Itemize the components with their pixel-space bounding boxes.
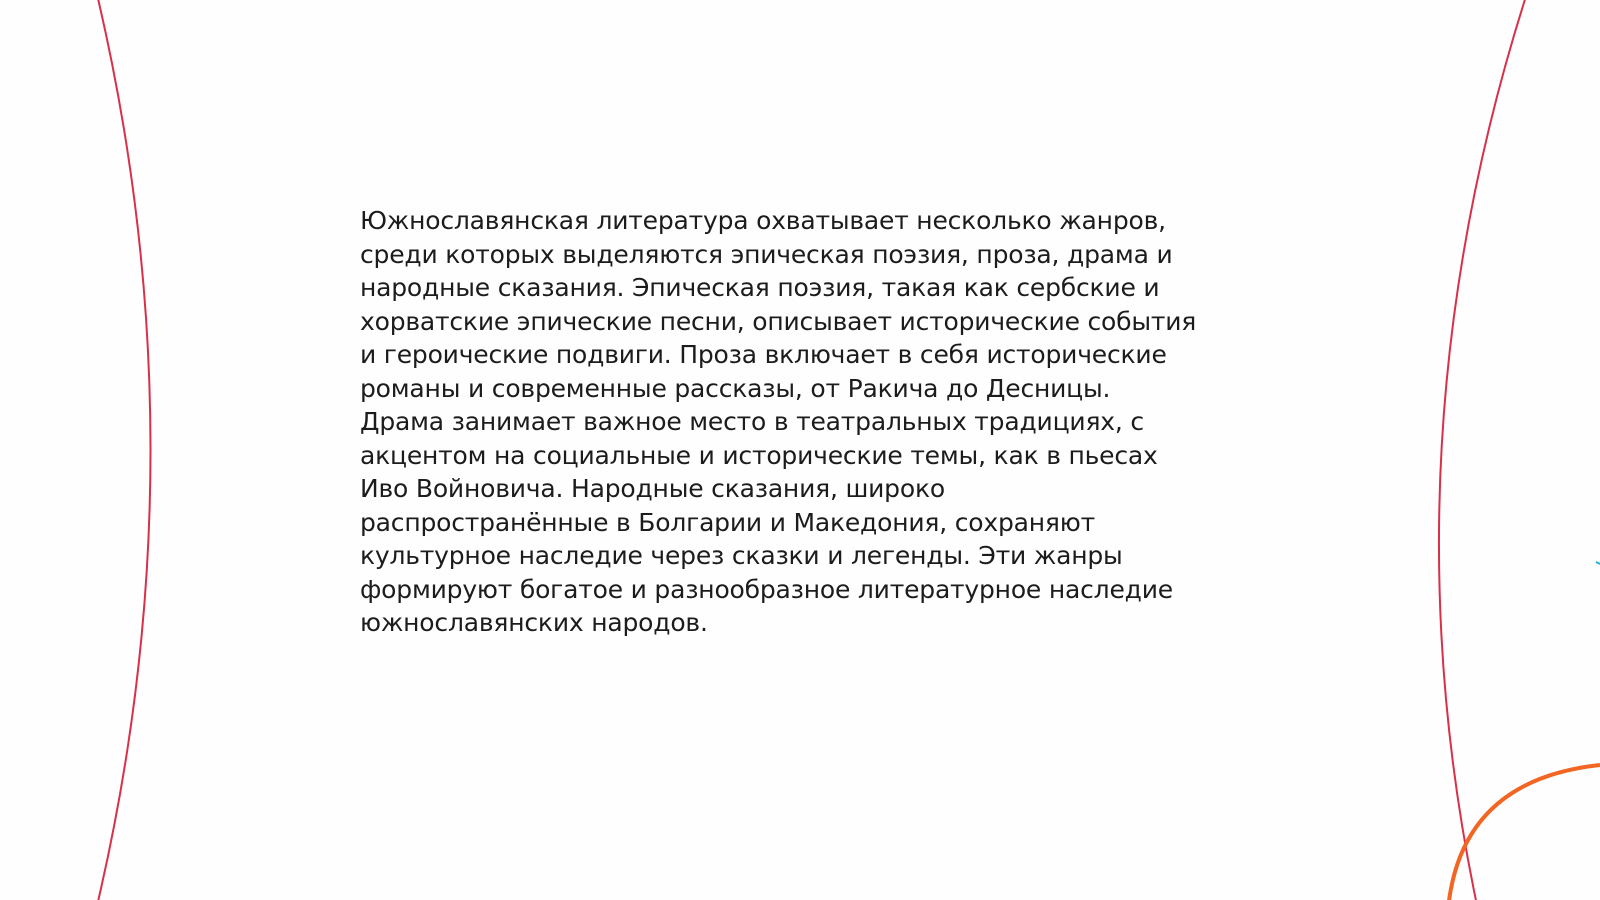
left-red-arc	[96, 0, 151, 900]
paragraph-line: формируют богатое и разнообразное литературное наследие	[360, 574, 1173, 604]
paragraph-line: Иво Войновича. Народные сказания, широко	[360, 474, 945, 503]
paragraph-line: южнославянских народов.	[360, 608, 708, 637]
bottom-right-orange-arc	[1448, 765, 1600, 900]
paragraph-line: среди которых выделяются эпическая поэзия, проза, драма и	[360, 239, 1173, 269]
body-paragraph	[360, 204, 1260, 640]
right-red-arc	[1439, 0, 1528, 900]
paragraph-line: Южнославянская литература охватывает несколько жанров,	[360, 206, 1166, 235]
right-edge-teal-mark	[1596, 562, 1600, 564]
paragraph-line: культурное наследие через сказки и легенды. Эти жанры	[360, 541, 1123, 570]
paragraph-line: и героические подвиги. Проза включает в себя исторические	[360, 340, 1167, 369]
paragraph-line: распространённые в Болгарии и Македония, сохраняют	[360, 507, 1095, 537]
paragraph-line: народные сказания. Эпическая поэзия, такая как сербские и	[360, 273, 1160, 302]
paragraph-line: акцентом на социальные и исторические темы, как в пьесах	[360, 440, 1158, 470]
paragraph-line: Драма занимает важное место в театральных традициях, с	[360, 407, 1144, 436]
paragraph-line: хорватские эпические песни, описывает исторические события	[360, 306, 1197, 336]
paragraph-line: романы и современные рассказы, от Ракича до Десницы.	[360, 373, 1111, 403]
